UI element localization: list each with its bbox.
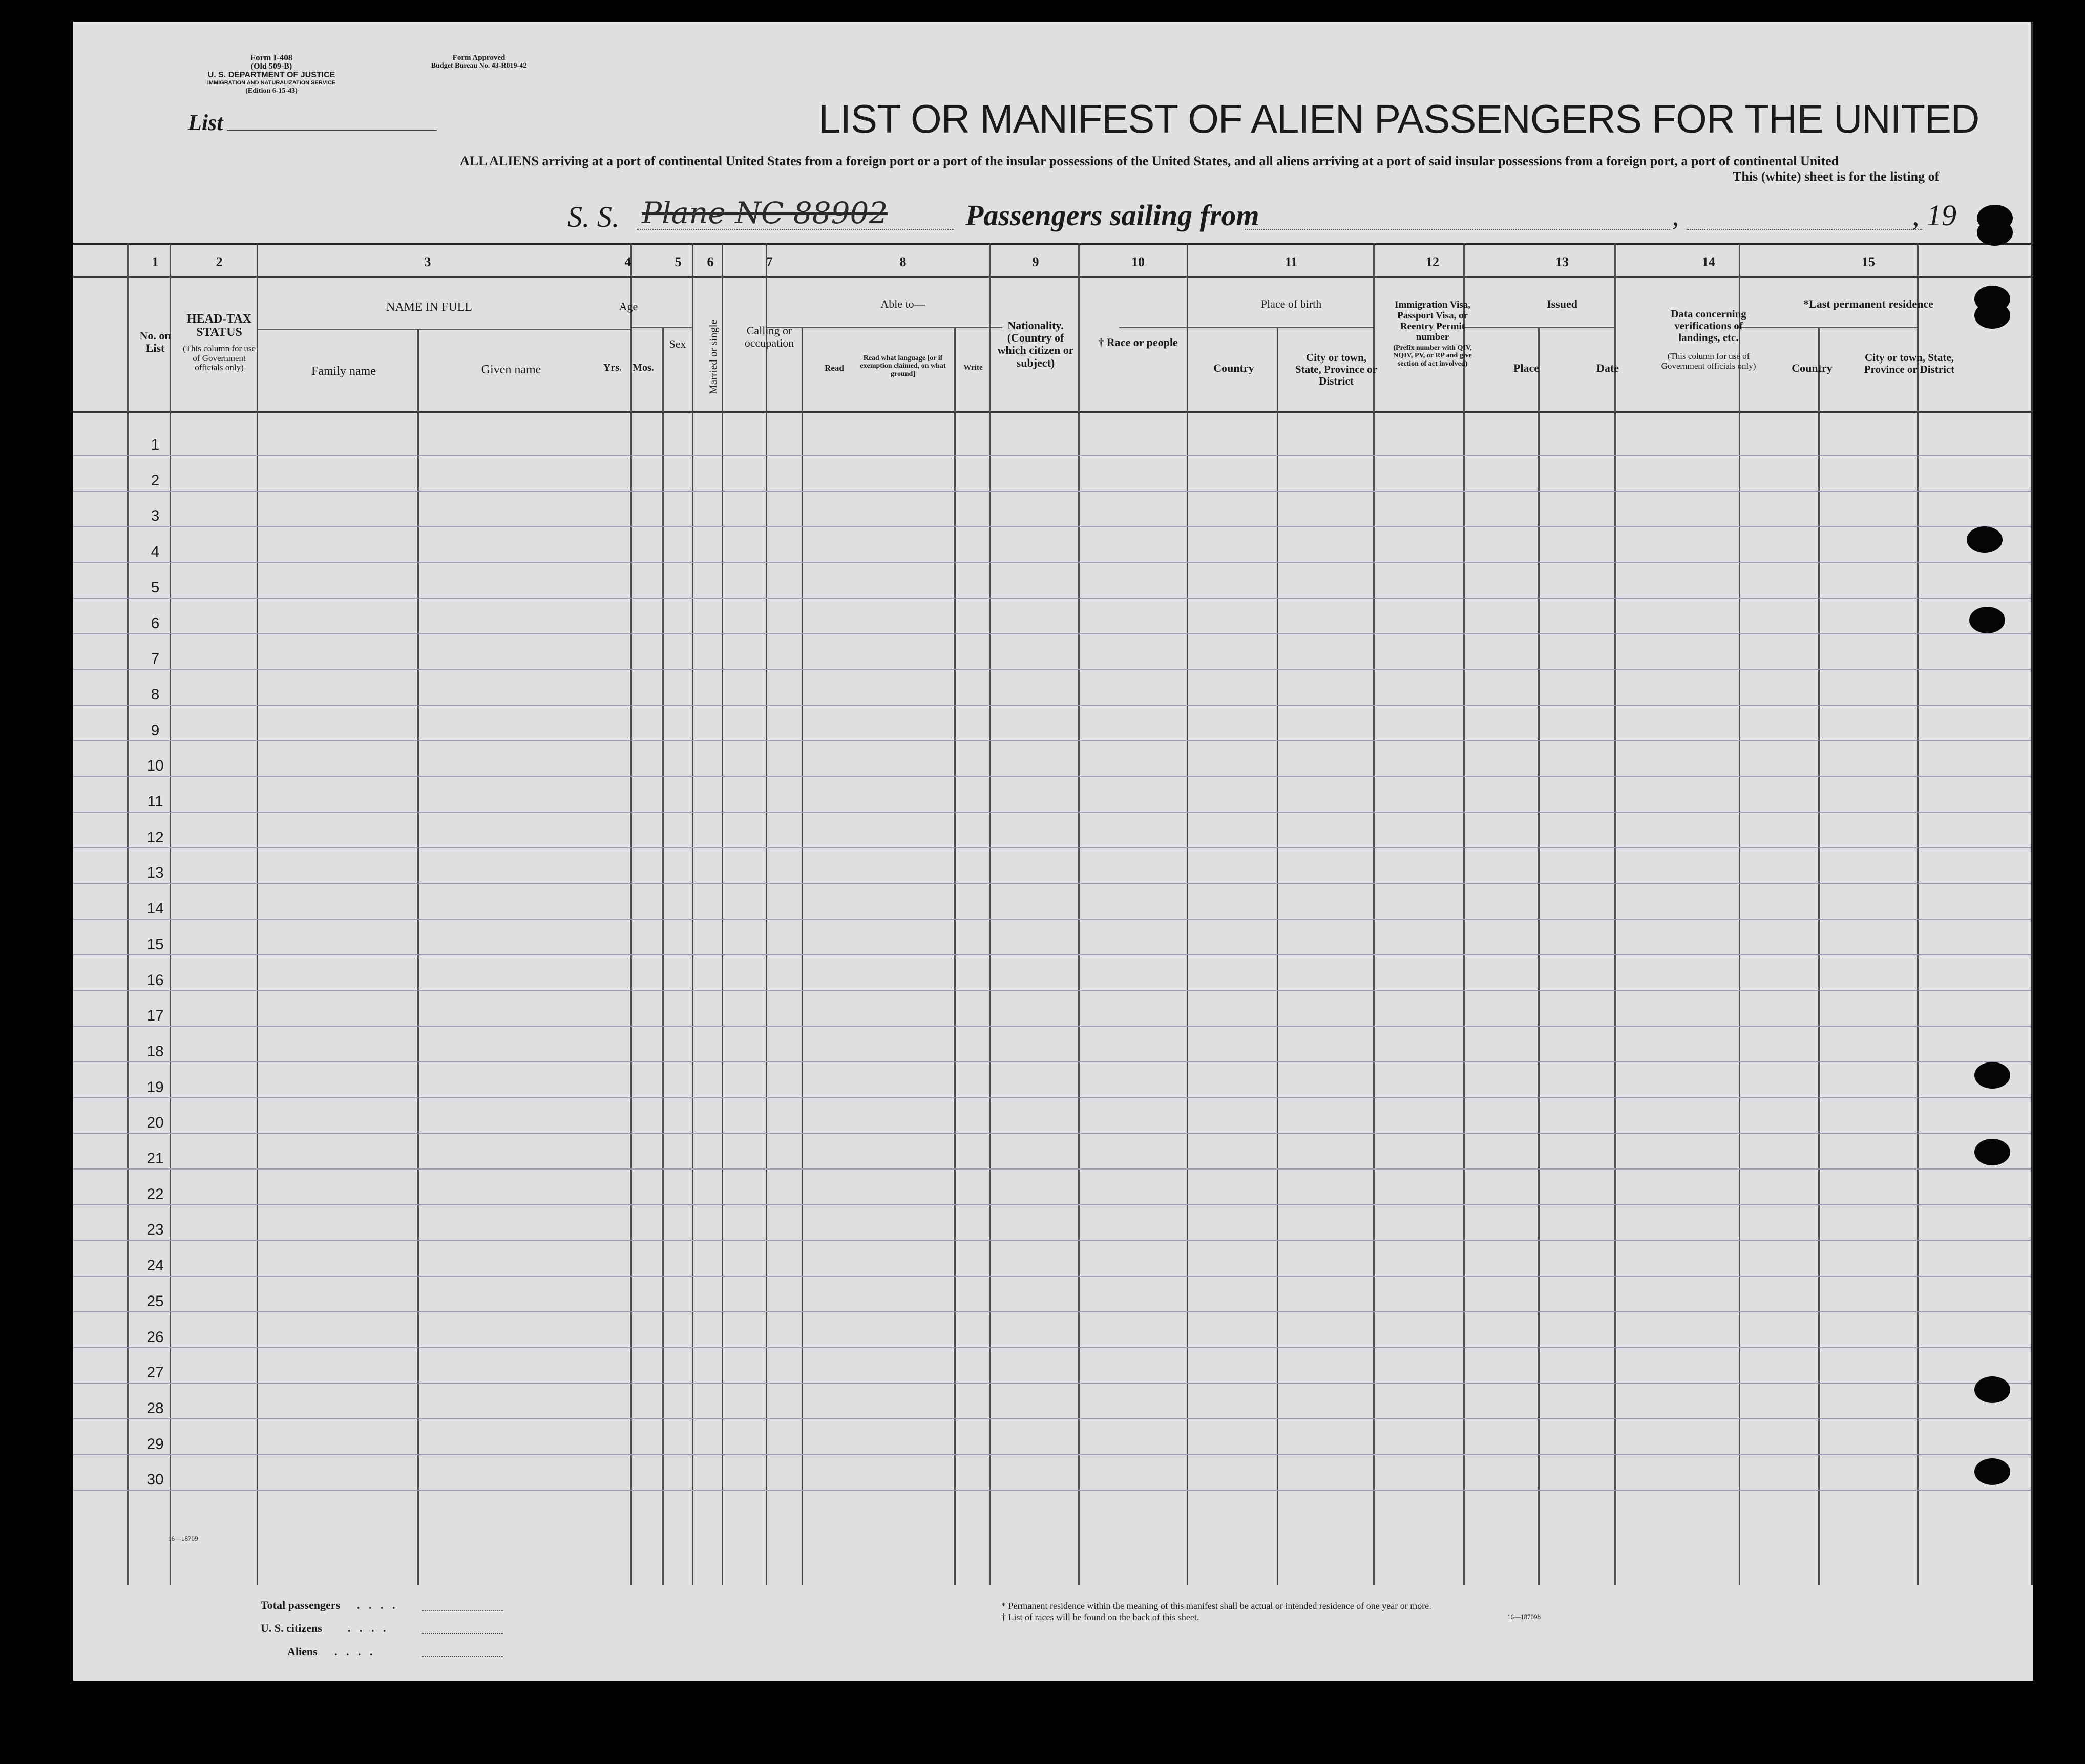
- colnum-12: 12: [1426, 254, 1439, 269]
- approval-line2: Budget Bureau No. 43-R019-42: [431, 62, 527, 70]
- hdr-issued-place: Place: [1513, 362, 1540, 374]
- hdr-calling: Calling or occupation: [744, 324, 794, 350]
- form-old-number: (Old 509-B): [250, 62, 292, 71]
- total-passengers-line: [422, 1610, 503, 1611]
- ss-label: S. S.: [567, 200, 620, 233]
- col-line-6: [722, 243, 723, 1585]
- row-number: 8: [151, 686, 160, 703]
- row-number: 27: [146, 1364, 164, 1382]
- col-line-3b: [417, 329, 419, 1585]
- subtitle-line1: ALL ALIENS arriving at a port of continental United States from a foreign port or a port of the insular possessions of the United States, and all aliens arriving at a port of said insular possessions from a foreign port, a port of continental United: [460, 154, 1839, 168]
- row-rule: [73, 812, 2031, 813]
- us-citizens-dots: . . . .: [348, 1622, 389, 1634]
- row-rule: [73, 705, 2031, 706]
- hdr-race: † Race or people: [1098, 336, 1178, 349]
- hdr-data-concerning: Data concerning verifications of landings, etc.: [1671, 308, 1746, 344]
- hdr-sex: Sex: [669, 337, 686, 350]
- hdr-pob-city: City or town, State, Province or District: [1295, 351, 1377, 388]
- row-rule: [73, 633, 2031, 634]
- colnum-1: 1: [152, 254, 159, 269]
- row-number: 3: [151, 507, 160, 525]
- row-number: 23: [146, 1221, 164, 1239]
- list-number-line: [227, 130, 437, 131]
- row-number: 25: [146, 1292, 164, 1310]
- row-number: 13: [146, 864, 164, 882]
- row-number: 24: [146, 1257, 164, 1274]
- row-rule: [73, 1061, 2031, 1062]
- colnum-6: 6: [707, 254, 714, 269]
- row-rule: [73, 562, 2031, 563]
- row-rule: [73, 776, 2031, 777]
- row-rule: [73, 954, 2031, 955]
- hdr-no-on-list: No. on List: [139, 329, 171, 355]
- manifest-sheet: [73, 22, 2033, 1681]
- name-subheader-rule: [257, 329, 630, 330]
- colnum-15: 15: [1862, 254, 1875, 269]
- row-rule: [73, 598, 2031, 599]
- row-rule: [73, 847, 2031, 848]
- row-number: 20: [146, 1114, 164, 1132]
- colnum-3: 3: [424, 254, 431, 269]
- approval-line1: Form Approved: [452, 54, 506, 62]
- service-name: IMMIGRATION AND NATURALIZATION SERVICE: [207, 80, 336, 86]
- row-rule: [73, 1347, 2031, 1348]
- row-number: 11: [147, 793, 163, 810]
- year-label: , 19: [1912, 199, 1956, 232]
- footnote-races: † List of races will be found on the back of this sheet.: [1001, 1612, 1199, 1622]
- hdr-data-note: (This column for use of Government officials only): [1661, 351, 1756, 371]
- row-rule: [73, 1311, 2031, 1312]
- colnum-8: 8: [899, 254, 907, 269]
- colnum-4: 4: [624, 254, 631, 269]
- col-line-4b: [662, 327, 664, 1585]
- hdr-read-what: Read what language [or if exemption claimed, on what ground]: [860, 354, 946, 378]
- us-citizens-line: [422, 1633, 503, 1634]
- hdr-age-mos: Mos.: [633, 362, 654, 373]
- hdr-read: Read: [825, 363, 844, 373]
- row-number: 9: [151, 721, 160, 739]
- hdr-issued: Issued: [1547, 297, 1577, 310]
- col-line-4: [630, 243, 632, 1585]
- hdr-head-tax-note: (This column for use of Government officials only): [182, 344, 256, 373]
- pob-subheader-rule: [1119, 327, 1373, 328]
- row-number: 22: [146, 1185, 164, 1203]
- row-number: 16: [146, 971, 164, 989]
- hdr-pob-country: Country: [1213, 362, 1254, 374]
- print-code: 16—18709: [168, 1535, 198, 1542]
- hdr-place-of-birth: Place of birth: [1260, 297, 1322, 310]
- row-rule: [73, 1383, 2031, 1384]
- hdr-nationality: Nationality. (Country of which citizen or subject): [997, 319, 1074, 369]
- punch-hole: [1967, 526, 2003, 553]
- sheet-right-edge: [2031, 22, 2033, 1585]
- row-rule: [73, 990, 2031, 991]
- sailing-comma: ,: [1672, 202, 1679, 231]
- punch-hole: [1974, 302, 2010, 329]
- row-number: 6: [151, 614, 160, 632]
- col-line-8b: [954, 327, 956, 1585]
- hdr-name-in-full: NAME IN FULL: [386, 301, 472, 314]
- row-rule: [73, 669, 2031, 670]
- hdr-head-tax: HEAD-TAX STATUS: [186, 312, 252, 339]
- col-line-8a: [802, 327, 803, 1585]
- row-number: 5: [151, 579, 160, 596]
- col-line-16: [1917, 243, 1919, 1585]
- row-number: 26: [146, 1328, 164, 1346]
- punch-hole: [1974, 1376, 2010, 1403]
- row-number: 15: [146, 936, 164, 953]
- row-number: 30: [146, 1471, 164, 1489]
- col-line-3: [257, 243, 258, 1585]
- vessel-handwritten: Plane NC 88902: [642, 196, 888, 230]
- col-line-7: [766, 243, 767, 1585]
- hdr-issued-date: Date: [1596, 362, 1619, 374]
- vessel-line: [637, 229, 954, 230]
- col-line-13b: [1538, 327, 1540, 1585]
- row-number: 4: [151, 543, 160, 561]
- colnum-9: 9: [1032, 254, 1039, 269]
- colnum-13: 13: [1555, 254, 1569, 269]
- row-rule: [73, 526, 2031, 527]
- hdr-visa-note: (Prefix number with QIV, NQIV, PV, or RP and give section of act involved): [1393, 344, 1472, 368]
- punch-hole: [1974, 1458, 2010, 1485]
- department-name: U. S. DEPARTMENT OF JUSTICE: [207, 71, 335, 79]
- col-line-14: [1614, 243, 1616, 1585]
- punch-hole: [1974, 1062, 2010, 1089]
- total-passengers-label: Total passengers: [261, 1599, 341, 1611]
- hdr-given-name: Given name: [481, 363, 541, 376]
- col-line-10: [1078, 243, 1080, 1585]
- aliens-label: Aliens: [287, 1645, 318, 1658]
- punch-hole: [1977, 219, 2013, 246]
- list-label: List: [188, 110, 223, 135]
- colnum-11: 11: [1284, 254, 1298, 269]
- aliens-line: [422, 1656, 503, 1657]
- sailing-from-line: [1245, 229, 1670, 230]
- row-rule: [73, 1490, 2031, 1491]
- row-rule: [73, 455, 2031, 456]
- row-rule: [73, 1097, 2031, 1098]
- punch-hole: [1974, 1139, 2010, 1165]
- colnum-5: 5: [675, 254, 682, 269]
- form-number: Form I-408: [250, 53, 293, 62]
- row-rule: [73, 1168, 2031, 1170]
- col-line-11: [1187, 243, 1188, 1585]
- row-number: 1: [151, 436, 160, 453]
- row-rule: [73, 491, 2031, 492]
- row-number: 19: [146, 1078, 164, 1096]
- row-number: 28: [146, 1399, 164, 1417]
- subtitle-line2: This (white) sheet is for the listing of: [1733, 169, 1940, 184]
- row-number: 18: [146, 1043, 164, 1060]
- hdr-married: Married or single: [707, 320, 720, 394]
- total-passengers-dots: . . . .: [357, 1599, 398, 1611]
- age-subheader-rule: [630, 327, 692, 328]
- footnote-residence: * Permanent residence within the meaning of this manifest shall be actual or intended residence of one year or more.: [1001, 1601, 1431, 1611]
- row-rule: [73, 1276, 2031, 1277]
- col-line-15: [1739, 243, 1740, 1585]
- row-rule: [73, 919, 2031, 920]
- aliens-dots: . . . .: [334, 1645, 376, 1658]
- row-number: 14: [146, 900, 164, 918]
- col-line-9: [989, 243, 991, 1585]
- hdr-age-yrs: Yrs.: [603, 362, 622, 373]
- hdr-write: Write: [963, 364, 983, 372]
- hdr-age: Age: [619, 300, 638, 313]
- col-line-1: [127, 243, 129, 1585]
- colnum-7: 7: [766, 254, 773, 269]
- row-rule: [73, 1240, 2031, 1241]
- row-rule: [73, 740, 2031, 741]
- hdr-visa: Immigration Visa, Passport Visa, or Reentry Permit number: [1395, 300, 1470, 343]
- col-line-15b: [1818, 327, 1820, 1585]
- sailing-date-line: [1687, 229, 1922, 230]
- colnum-2: 2: [216, 254, 223, 269]
- punch-hole: [1969, 607, 2005, 633]
- row-rule: [73, 1026, 2031, 1027]
- col-line-12: [1373, 243, 1375, 1585]
- row-number: 21: [146, 1150, 164, 1167]
- colnum-10: 10: [1131, 254, 1145, 269]
- row-number: 12: [146, 828, 164, 846]
- us-citizens-label: U. S. citizens: [261, 1622, 322, 1634]
- col-line-5: [692, 243, 693, 1585]
- hdr-lr-city: City or town, State, Province or District: [1864, 351, 1955, 376]
- footnote-code: 16—18709b: [1507, 1613, 1541, 1621]
- row-rule: [73, 1204, 2031, 1205]
- residence-subheader-rule: [1739, 327, 1917, 328]
- row-rule: [73, 1454, 2031, 1455]
- hdr-family-name: Family name: [311, 365, 376, 378]
- row-rule: [73, 883, 2031, 884]
- row-rule: [73, 1418, 2031, 1419]
- row-number: 2: [151, 472, 160, 489]
- sailing-from-label: Passengers sailing from: [965, 199, 1259, 232]
- form-edition: (Edition 6-15-43): [245, 87, 298, 95]
- colnum-14: 14: [1702, 254, 1715, 269]
- hdr-able-to: Able to—: [880, 297, 925, 310]
- row-number: 10: [146, 757, 164, 775]
- row-number: 7: [151, 650, 160, 668]
- row-rule: [73, 1133, 2031, 1134]
- col-line-13: [1463, 243, 1465, 1585]
- manifest-title: LIST OR MANIFEST OF ALIEN PASSENGERS FOR THE UNITED: [818, 96, 1979, 141]
- row-number: 29: [146, 1435, 164, 1453]
- hdr-lr-country: Country: [1792, 362, 1833, 374]
- col-line-11b: [1277, 327, 1278, 1585]
- row-number: 17: [146, 1007, 164, 1025]
- hdr-last-residence: *Last permanent residence: [1803, 297, 1933, 310]
